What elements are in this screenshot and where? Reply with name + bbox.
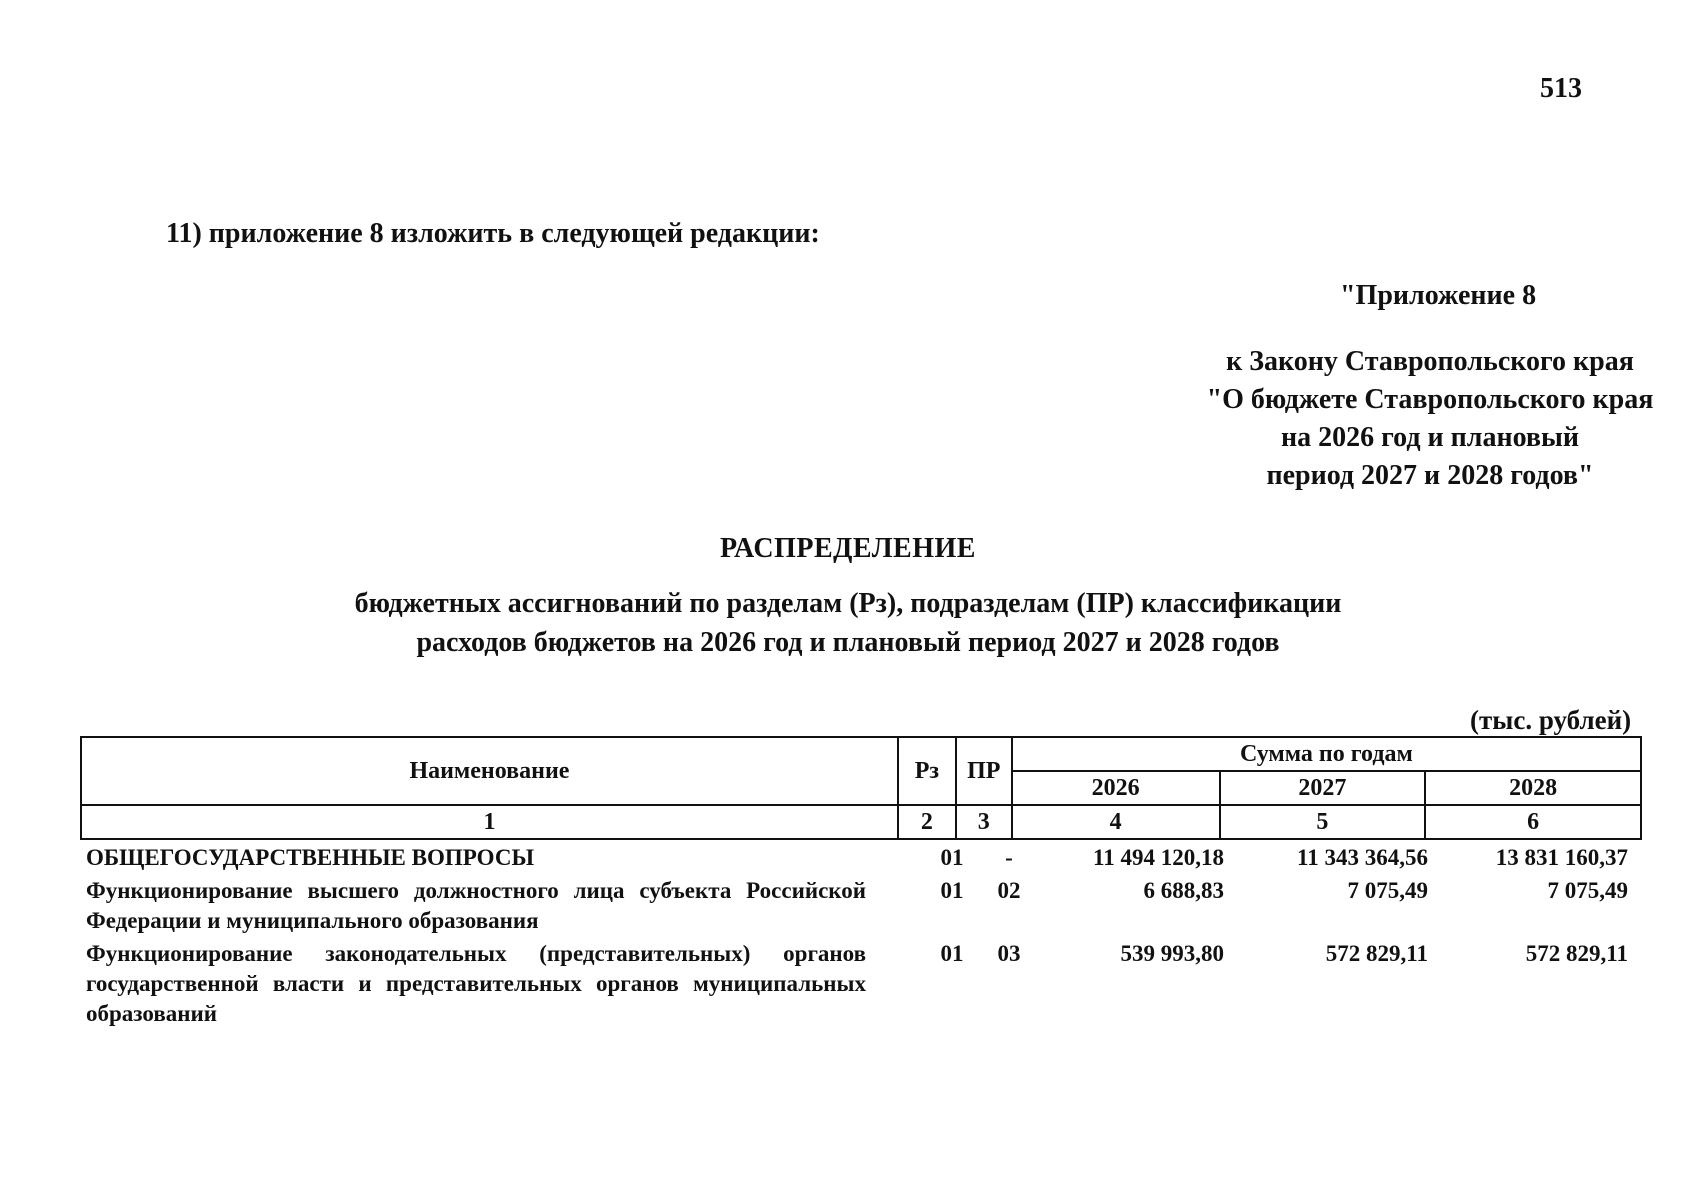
row-amount-2027: 11 343 364,56 <box>1297 845 1428 870</box>
row-amount-2026: 539 993,80 <box>1120 941 1224 966</box>
header-rz: Рз <box>898 737 956 805</box>
row-pr: - <box>1005 845 1013 870</box>
column-index: 2 <box>898 805 956 839</box>
row-rz: 01 <box>940 878 964 903</box>
row-amount-2026: 6 688,83 <box>1143 878 1224 903</box>
law-reference <box>1200 343 1660 495</box>
row-amount-2028: 7 075,49 <box>1547 878 1628 903</box>
column-index: 5 <box>1220 805 1426 839</box>
document-title: РАСПРЕДЕЛЕНИЕ <box>720 533 976 564</box>
unit-label: (тыс. рублей) <box>1470 705 1632 735</box>
row-pr: 03 <box>997 941 1021 966</box>
header-year-2028: 2028 <box>1425 771 1641 805</box>
column-index: 1 <box>81 805 898 839</box>
row-amount-2027: 572 829,11 <box>1325 941 1428 966</box>
appendix-label: "Приложение 8 <box>1340 280 1537 311</box>
row-amount-2028: 13 831 160,37 <box>1495 845 1628 870</box>
row-amount-2028: 572 829,11 <box>1525 941 1628 966</box>
budget-table <box>80 736 1642 840</box>
document-subtitle-line: расходов бюджетов на 2026 год и плановый период 2027 и 2028 годов <box>416 627 1280 658</box>
row-amount-2027: 7 075,49 <box>1347 878 1428 903</box>
column-index: 3 <box>956 805 1012 839</box>
row-rz: 01 <box>940 941 964 966</box>
header-name: Наименование <box>81 737 898 805</box>
row-name: ОБЩЕГОСУДАРСТВЕННЫЕ ВОПРОСЫ <box>86 845 535 870</box>
table-row <box>86 939 1642 1029</box>
table-header-row <box>81 737 1641 771</box>
header-pr: ПР <box>956 737 1012 805</box>
table-row <box>86 876 1642 936</box>
row-pr: 02 <box>997 878 1021 903</box>
row-rz: 01 <box>940 845 964 870</box>
header-sum-by-years: Сумма по годам <box>1012 737 1641 771</box>
header-year-2027: 2027 <box>1220 771 1426 805</box>
table-body <box>86 843 1642 1032</box>
row-name: Функционирование законодательных (представительных) органов государственной власти и представительных органов муниципальных образований <box>86 941 866 1026</box>
page-number: 513 <box>1540 73 1582 104</box>
header-year-2026: 2026 <box>1012 771 1220 805</box>
document-subtitle-line: бюджетных ассигнований по разделам (Рз), подразделам (ПР) классификации <box>354 588 1342 619</box>
column-index: 6 <box>1425 805 1641 839</box>
law-reference-line: "О бюджете Ставропольского края <box>1206 384 1654 415</box>
law-reference-line: к Закону Ставропольского края <box>1226 346 1634 377</box>
amendment-line: 11) приложение 8 изложить в следующей редакции: <box>166 218 820 249</box>
table-row <box>86 843 1642 873</box>
law-reference-line: на 2026 год и плановый <box>1280 422 1580 453</box>
row-name: Функционирование высшего должностного лица субъекта Российской Федерации и муниципального образования <box>86 878 866 933</box>
row-amount-2026: 11 494 120,18 <box>1093 845 1224 870</box>
column-index-row <box>81 805 1641 839</box>
column-index: 4 <box>1012 805 1220 839</box>
law-reference-line: период 2027 и 2028 годов" <box>1266 460 1594 491</box>
